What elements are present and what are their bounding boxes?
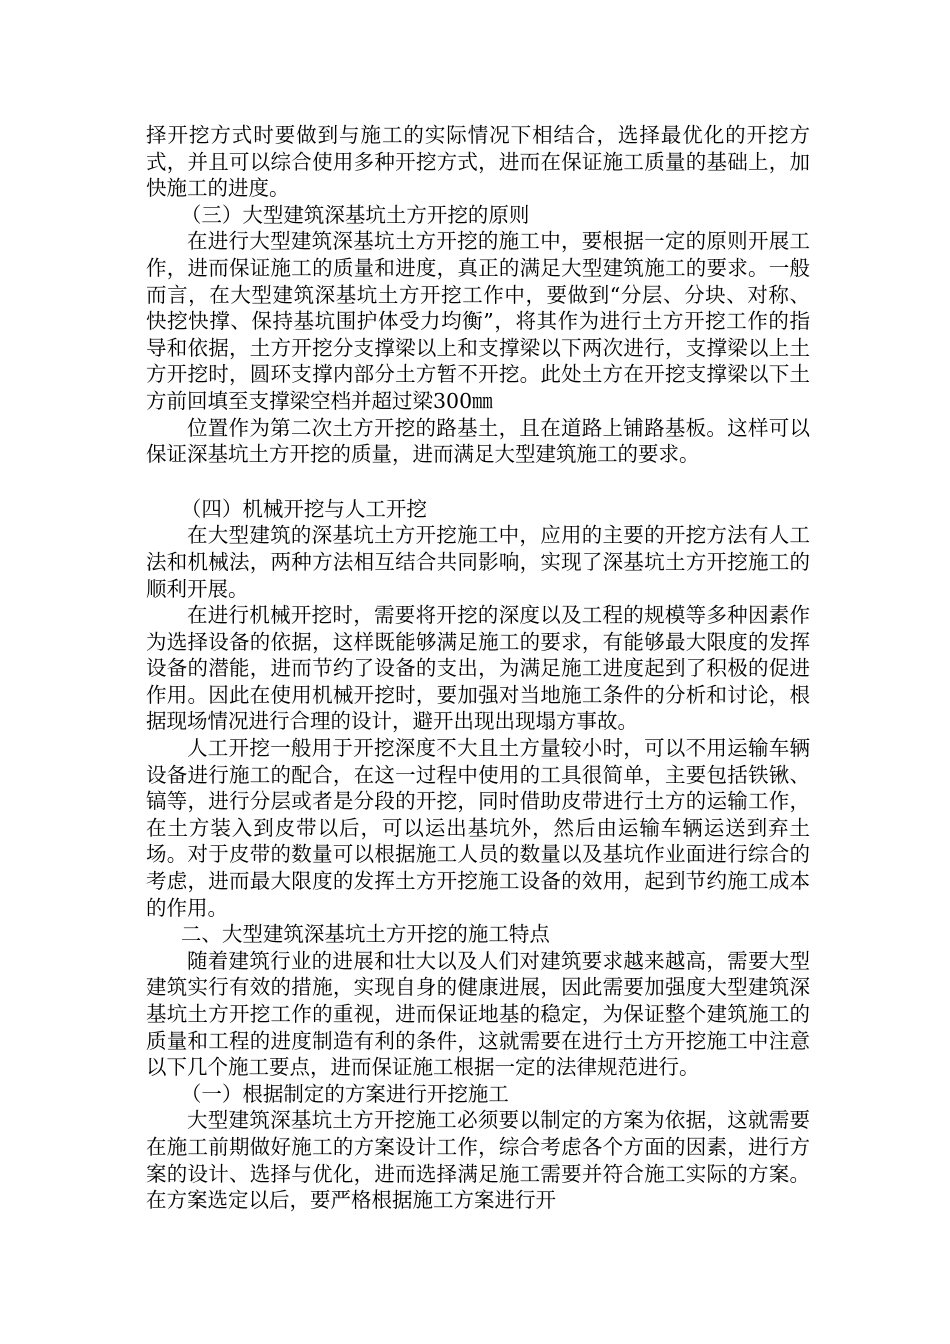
paragraph-plan: 大型建筑深基坑土方开挖施工必须要以制定的方案为依据，这就需要在施工前期做好施工的方案设计工作，综合考虑各个方面的因素，进行方案的设计、选择与优化，进而选择满足施工需要并符合施工实际的方案。在方案选定以后，要严格根据施工方案进行开 xyxy=(146,1108,810,1213)
heading-mechanical-manual: （四）机械开挖与人工开挖 xyxy=(180,496,427,521)
paragraph-intro: 择开挖方式时要做到与施工的实际情况下相结合，选择最优化的开挖方式，并且可以综合使用多种开挖方式，进而在保证施工质量的基础上，加快施工的进度。 xyxy=(146,123,810,201)
heading-principles: （三）大型建筑深基坑土方开挖的原则 xyxy=(180,202,530,227)
heading-plan: （一）根据制定的方案进行开挖施工 xyxy=(180,1081,509,1106)
paragraph-section-two: 随着建筑行业的进展和壮大以及人们对建筑要求越来越高，需要大型建筑实行有效的措施，实现自身的健康进展，因此需要加强度大型建筑深基坑土方开挖工作的重视，进而保证地基的稳定，为保证整个建筑施工的质量和工程的进度制造有利的条件，这就需要在进行土方开挖施工中注意以下几个施工要点，进而保证施工根据一定的法律规范进行。 xyxy=(146,948,810,1080)
paragraph-position: 位置作为第二次土方开挖的路基土，且在道路上铺路基板。这样可以保证深基坑土方开挖的质量，进而满足大型建筑施工的要求。 xyxy=(146,415,810,467)
paragraph-manual: 人工开挖一般用于开挖深度不大且土方量较小时，可以不用运输车辆设备进行施工的配合，在这一过程中使用的工具很简单，主要包括铁锹、镐等，进行分层或者是分段的开挖，同时借助皮带进行土方的运输工作，在土方装入到皮带以后，可以运出基坑外，然后由运输车辆运送到弃土场。对于皮带的数量可以根据施工人员的数量以及基坑作业面进行综合的考虑，进而最大限度的发挥土方开挖施工设备的效用，起到节约施工成本的作用。 xyxy=(146,736,810,920)
blank-line xyxy=(146,468,810,496)
paragraph-methods: 在大型建筑的深基坑土方开挖施工中，应用的主要的开挖方法有人工法和机械法，两种方法相互结合共同影响，实现了深基坑土方开挖施工的顺利开展。 xyxy=(146,523,810,601)
paragraph-principles: 在进行大型建筑深基坑土方开挖的施工中，要根据一定的原则开展工作，进而保证施工的质量和进度，真正的满足大型建筑施工的要求。一般而言，在大型建筑深基坑土方开挖工作中，要做到“分层、分块、对称、快挖快撑、保持基坑围护体受力均衡”，将其作为进行土方开挖工作的指导和依据，土方开挖分支撑梁以上和支撑梁以下两次进行，支撑梁以上土方开挖时，圆环支撑内部分土方暂不开挖。此处土方在开挖支撑梁以下土方前回填至支撑梁空档并超过梁300㎜ xyxy=(146,229,810,413)
heading-section-two: 二、大型建筑深基坑土方开挖的施工特点 xyxy=(180,922,550,947)
paragraph-mechanical: 在进行机械开挖时，需要将开挖的深度以及工程的规模等多种因素作为选择设备的依据，这样既能够满足施工的要求，有能够最大限度的发挥设备的潜能，进而节约了设备的支出，为满足施工进度起到了积极的促进作用。因此在使用机械开挖时，要加强对当地施工条件的分析和讨论，根据现场情况进行合理的设计，避开出现出现塌方事故。 xyxy=(146,603,810,734)
